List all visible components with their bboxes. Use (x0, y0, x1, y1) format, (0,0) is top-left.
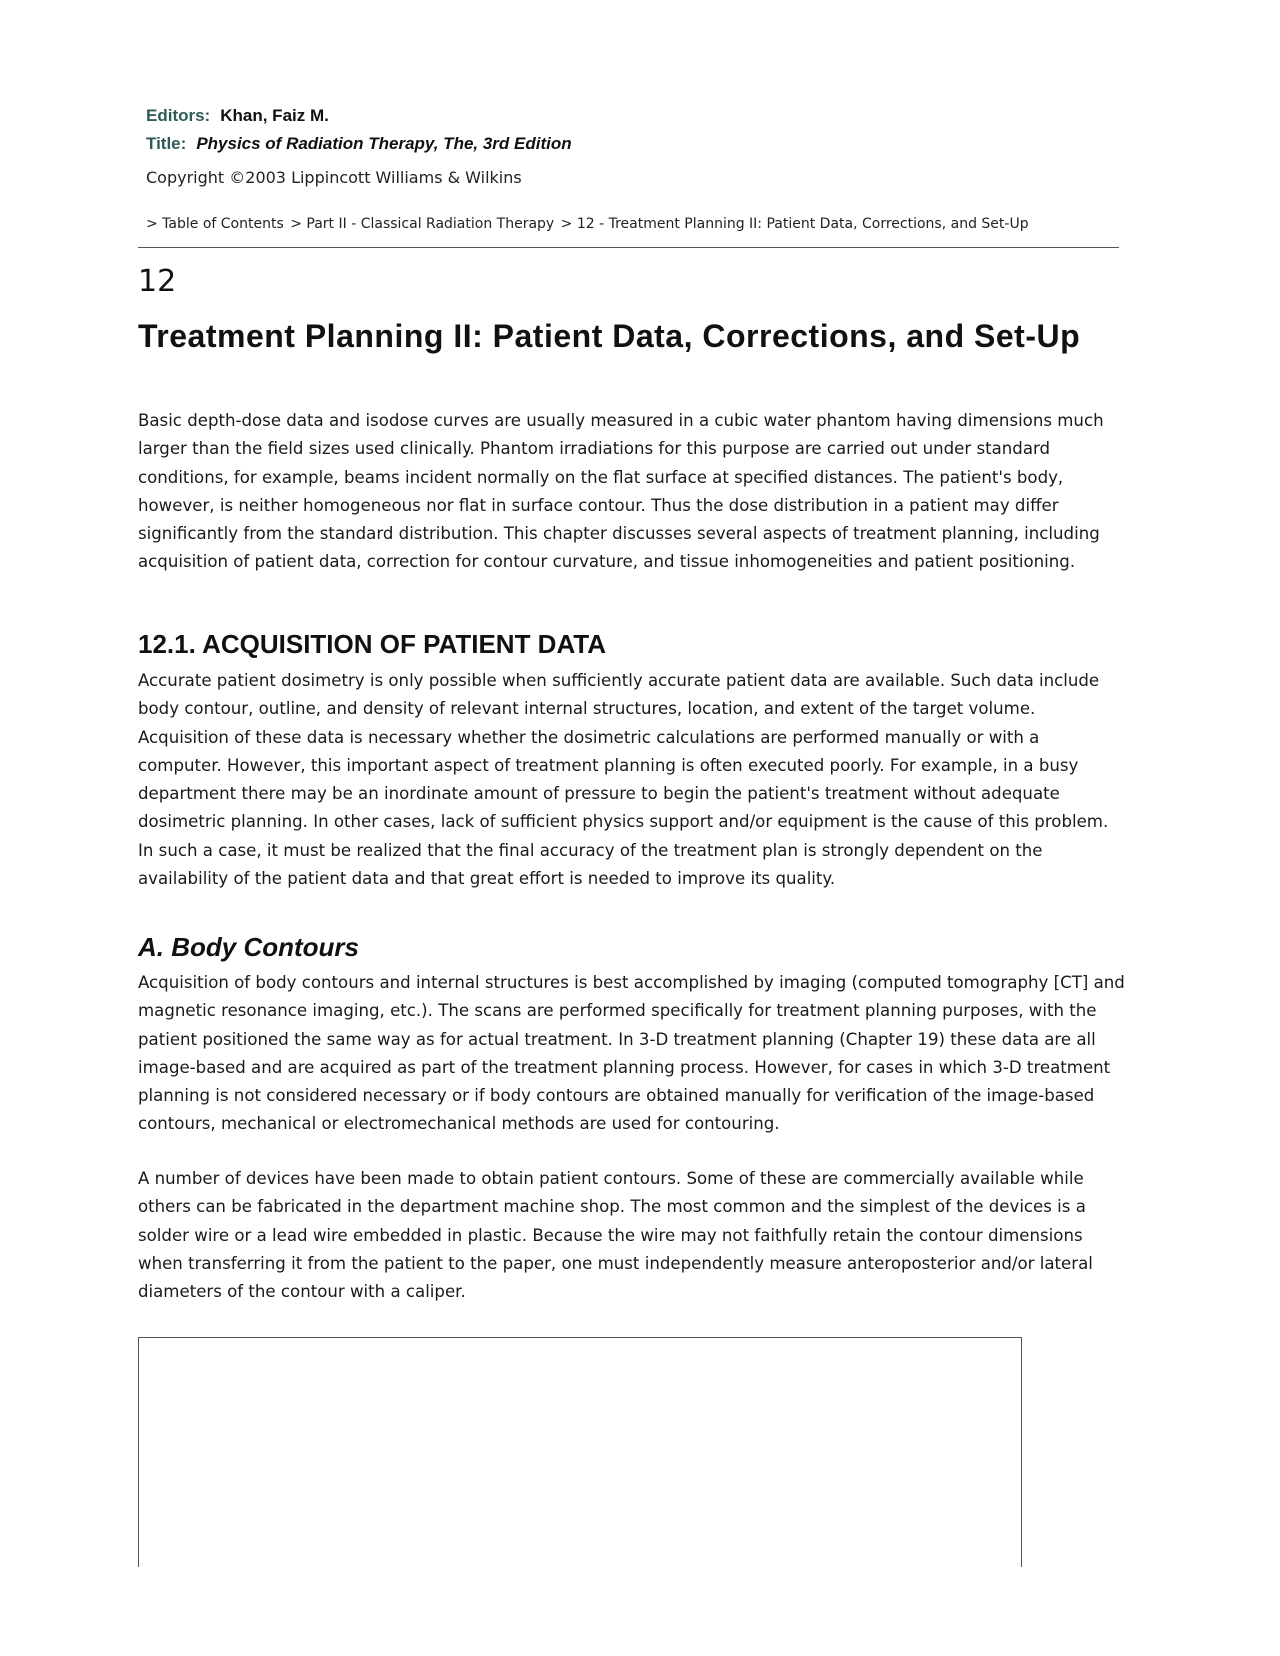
breadcrumb-item-part[interactable]: > Part II - Classical Radiation Therapy (290, 216, 555, 232)
intro-paragraph: Basic depth-dose data and isodose curves are usually measured in a cubic water phantom having dimensions much larger than the field sizes used clinically. Phantom irradiations for this purpose are carried out under standard conditions, for example, beams incident normally on the flat surface at specified distances. The patient's body, however, is neither homogeneous nor flat in surface contour. Thus the dose distribution in a patient may differ significantly from the standard distribution. This chapter discusses several aspects of treatment planning, including acquisition of patient data, correction for contour curvature, and tissue inhomogeneities and patient positioning. (138, 411, 1104, 572)
title-line (146, 130, 572, 158)
subsection-heading: A. Body Contours (138, 932, 359, 962)
chapter-title: Treatment Planning II: Patient Data, Corrections, and Set-Up (138, 318, 1081, 354)
figure-frame (138, 1337, 1022, 1567)
title-value: Physics of Radiation Therapy, The, 3rd Edition (196, 134, 572, 153)
title-label: Title: (146, 134, 187, 153)
editors-label: Editors: (146, 106, 211, 125)
breadcrumb-item-chapter[interactable]: > 12 - Treatment Planning II: Patient Data, Corrections, and Set-Up (560, 216, 1029, 232)
section-heading: 12.1. ACQUISITION OF PATIENT DATA (138, 629, 607, 659)
book-metadata (146, 102, 572, 158)
subsection-paragraph-2: A number of devices have been made to obtain patient contours. Some of these are commercially available while others can be fabricated in the department machine shop. The most common and the simplest of the devices is a solder wire or a lead wire embedded in plastic. Because the wire may not faithfully retain the contour dimensions when transferring it from the patient to the paper, one must independently measure anteroposterior and/or lateral diameters of the contour with a caliper. (138, 1169, 1093, 1302)
breadcrumb-item-contents[interactable]: > Table of Contents (146, 216, 284, 232)
header-divider (138, 247, 1119, 248)
editors-value: Khan, Faiz M. (220, 106, 329, 125)
chapter-number: 12 (138, 264, 177, 299)
subsection-paragraph-1: Acquisition of body contours and internal structures is best accomplished by imaging (computed tomography [CT] and magnetic resonance imaging, etc.). The scans are performed specifically for treatment planning purposes, with the patient positioned the same way as for actual treatment. In 3-D treatment planning (Chapter 19) these data are all image-based and are acquired as part of the treatment planning process. However, for cases in which 3-D treatment planning is not considered necessary or if body contours are obtained manually for verification of the image-based contours, mechanical or electromechanical methods are used for contouring. (138, 973, 1125, 1134)
editors-line (146, 102, 572, 130)
breadcrumb (146, 216, 1031, 232)
section-paragraph: Accurate patient dosimetry is only possible when sufficiently accurate patient data are available. Such data include body contour, outline, and density of relevant internal structures, location, and extent of the target volume. Acquisition of these data is necessary whether the dosimetric calculations are performed manually or with a computer. However, this important aspect of treatment planning is often executed poorly. For example, in a busy department there may be an inordinate amount of pressure to begin the patient's treatment without adequate dosimetric planning. In other cases, lack of sufficient physics support and/or equipment is the cause of this problem. In such a case, it must be realized that the final accuracy of the treatment plan is strongly dependent on the availability of the patient data and that great effort is needed to improve its quality. (138, 671, 1109, 889)
copyright-notice: Copyright ©2003 Lippincott Williams & Wilkins (146, 168, 522, 187)
